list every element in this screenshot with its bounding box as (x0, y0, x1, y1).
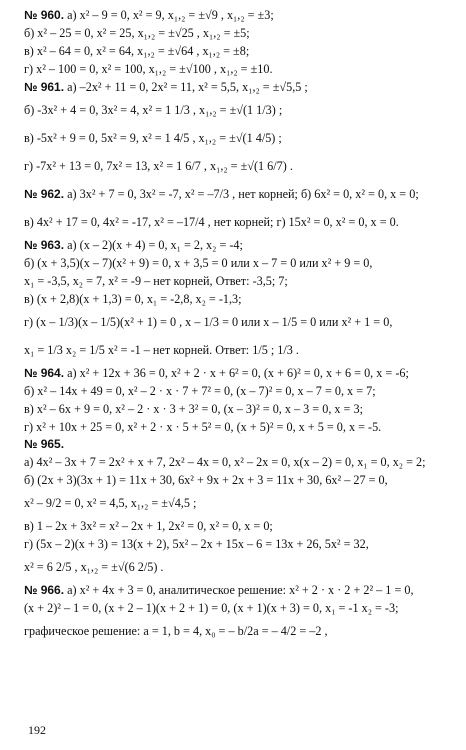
solution-text: б) (2x + 3)(3x + 1) = 11x + 30, 6x² + 9x + 2x + 3 = 11x + 30, 6x² – 27 = 0, (24, 473, 388, 487)
solution-line (24, 60, 452, 78)
solution-text: в) 4x² + 17 = 0, 4x² = -17, x² = –17/4 , нет корней; г) 15x² = 0, x² = 0, x = 0. (24, 215, 399, 229)
solution-text: б) x² – 25 = 0, x² = 25, x₁,₂ = ±√25 , x₁,₂ = ±5; (24, 26, 250, 40)
solution-line (24, 436, 452, 453)
solution-line (24, 418, 452, 436)
solution-line (24, 272, 452, 290)
solutions-content (24, 6, 452, 645)
solution-text: г) (x – 1/3)(x – 1/5)(x² + 1) = 0 , x – 1/3 = 0 или x – 1/5 = 0 или x² + 1 = 0, (24, 315, 393, 329)
solution-text: а) 3x² + 7 = 0, 3x² = -7, x² = –7/3 , нет корней; б) 6x² = 0, x² = 0, x = 0; (64, 187, 419, 201)
solution-text: x₁ = 1/3 x₂ = 1/5 x² = -1 – нет корней. Ответ: 1/5 ; 1/3 . (24, 343, 299, 357)
solution-line (24, 6, 452, 24)
problem-number: № 965. (24, 437, 65, 451)
solution-text: а) –2x² + 11 = 0, 2x² = 11, x² = 5,5, x₁,₂ = ±√5,5 ; (64, 80, 308, 94)
solution-line (24, 364, 452, 382)
solution-line (24, 208, 452, 236)
solution-text: графическое решение: a = 1, b = 4, x₀ = – b/2a = – 4/2 = –2 , (24, 624, 328, 638)
problem-number: № 963. (24, 238, 65, 252)
problem-number: № 966. (24, 583, 65, 597)
solution-line (24, 471, 452, 489)
solution-line (24, 78, 452, 96)
solution-text: в) -5x² + 9 = 0, 5x² = 9, x² = 1 4/5 , x₁,₂ = ±√(1 4/5) ; (24, 131, 282, 145)
solution-line (24, 581, 452, 599)
solution-text: г) x² + 10x + 25 = 0, x² + 2 · x · 5 + 5² = 0, (x + 5)² = 0, x + 5 = 0, x = -5. (24, 420, 382, 434)
solution-line (24, 453, 452, 471)
solution-line (24, 308, 452, 336)
solution-line (24, 96, 452, 124)
solution-text: x₁ = -3,5, x₂ = 7, x² = -9 – нет корней, Ответ: -3,5; 7; (24, 274, 288, 288)
solution-line (24, 489, 452, 517)
solution-text: г) -7x² + 13 = 0, 7x² = 13, x² = 1 6/7 , x₁,₂ = ±√(1 6/7) . (24, 159, 293, 173)
solution-text: а) x² – 9 = 0, x² = 9, x₁,₂ = ±√9 , x₁,₂ = ±3; (64, 8, 274, 22)
solution-line (24, 124, 452, 152)
problem-number: № 964. (24, 366, 65, 380)
solution-text: а) 4x² – 3x + 7 = 2x² + x + 7, 2x² – 4x = 0, x² – 2x = 0, x(x – 2) = 0, x₁ = 0, x₂ = 2; (24, 455, 426, 469)
solution-text: б) -3x² + 4 = 0, 3x² = 4, x² = 1 1/3 , x₁,₂ = ±√(1 1/3) ; (24, 103, 283, 117)
solution-text: а) (x – 2)(x + 4) = 0, x₁ = 2, x₂ = -4; (64, 238, 243, 252)
page-number: 192 (28, 723, 46, 737)
solution-text: (x + 2)² – 1 = 0, (x + 2 – 1)(x + 2 + 1) = 0, (x + 1)(x + 3) = 0, x₁ = -1 x₂ = -3; (24, 601, 399, 615)
solution-text: б) x² – 14x + 49 = 0, x² – 2 · x · 7 + 7² = 0, (x – 7)² = 0, x – 7 = 0, x = 7; (24, 384, 376, 398)
solution-text: а) x² + 12x + 36 = 0, x² + 2 · x + 6² = 0, (x + 6)² = 0, x + 6 = 0, x = -6; (64, 366, 409, 380)
solution-text: г) (5x – 2)(x + 3) = 13(x + 2), 5x² – 2x + 15x – 6 = 13x + 26, 5x² = 32, (24, 537, 369, 551)
solution-line (24, 180, 452, 208)
problem-number: № 961. (24, 80, 65, 94)
solution-text: x² = 6 2/5 , x₁,₂ = ±√(6 2/5) . (24, 560, 164, 574)
solution-line (24, 42, 452, 60)
solution-text: г) x² – 100 = 0, x² = 100, x₁,₂ = ±√100 , x₁,₂ = ±10. (24, 62, 273, 76)
solution-line (24, 290, 452, 308)
solution-text: а) x² + 4x + 3 = 0, аналитическое решение: x² + 2 · x · 2 + 2² – 1 = 0, (64, 583, 414, 597)
solution-line (24, 236, 452, 254)
solution-text: в) (x + 2,8)(x + 1,3) = 0, x₁ = -2,8, x₂ = -1,3; (24, 292, 242, 306)
solution-line (24, 553, 452, 581)
solution-line (24, 24, 452, 42)
solution-line (24, 517, 452, 535)
problem-number: № 962. (24, 187, 65, 201)
solution-line (24, 382, 452, 400)
solution-text: в) 1 – 2x + 3x² = x² – 2x + 1, 2x² = 0, x² = 0, x = 0; (24, 519, 273, 533)
solution-text: б) (x + 3,5)(x – 7)(x² + 9) = 0, x + 3,5 = 0 или x – 7 = 0 или x² + 9 = 0, (24, 256, 373, 270)
solution-line (24, 336, 452, 364)
solution-line (24, 152, 452, 180)
solution-text: в) x² – 64 = 0, x² = 64, x₁,₂ = ±√64 , x₁,₂ = ±8; (24, 44, 250, 58)
solution-line (24, 400, 452, 418)
solution-line (24, 599, 452, 617)
solution-text: x² – 9/2 = 0, x² = 4,5, x₁,₂ = ±√4,5 ; (24, 496, 197, 510)
solution-line (24, 617, 452, 645)
problem-number: № 960. (24, 8, 65, 22)
solution-line (24, 535, 452, 553)
solution-line (24, 254, 452, 272)
solution-text: в) x² – 6x + 9 = 0, x² – 2 · x · 3 + 3² = 0, (x – 3)² = 0, x – 3 = 0, x = 3; (24, 402, 363, 416)
